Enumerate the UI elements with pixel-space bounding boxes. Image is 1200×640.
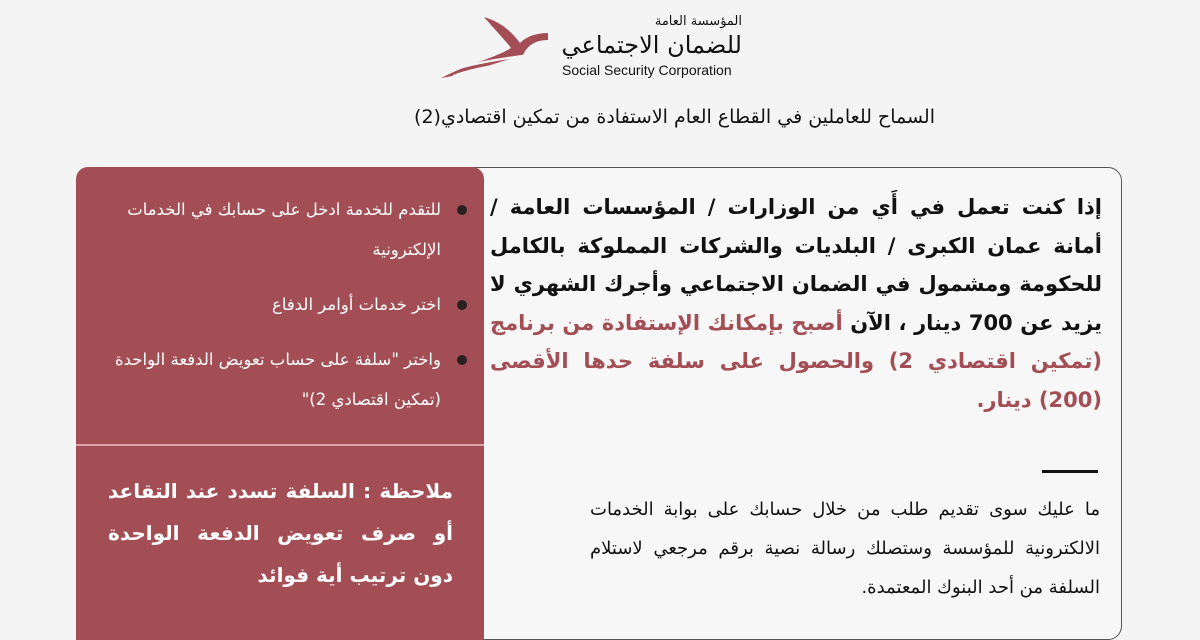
step-item bbox=[96, 285, 469, 325]
page-title: السماح للعاملين في القطاع العام الاستفادة من تمكين اقتصادي(2) bbox=[414, 106, 935, 128]
bullet-icon bbox=[457, 355, 467, 365]
application-instructions: ما عليك سوى تقديم طلب من خلال حسابك على بوابة الخدمات الالكترونية للمؤسسة وستصلك رسالة نصية برقم مرجعي لاستلام السلفة من أحد البنوك المعتمدة. bbox=[590, 499, 1100, 598]
eligibility-text-part1: إذا كنت تعمل في أَي من الوزارات / المؤسسات العامة / أمانة عمان الكبرى / البلديات والشركات المملوكة بالكامل للحكومة ومشمول في الضمان الاجتماعي وأجرك الشهري لا يزيد عن 700 دينار ، الآن bbox=[490, 195, 1102, 335]
logo-arabic-line1: المؤسسة العامة bbox=[654, 14, 742, 29]
eligibility-text-part2: أصبح بإمكانك الإستفادة من برنامج (تمكين اقتصادي 2) والحصول على سلفة حدها الأقصى (200) دينار. bbox=[490, 310, 1102, 412]
bullet-icon bbox=[457, 205, 467, 215]
steps-list bbox=[96, 190, 469, 435]
logo-english-name: Social Security Corporation bbox=[562, 62, 732, 78]
step-item bbox=[96, 190, 469, 270]
logo-arabic-line2: للضمان الاجتماعي bbox=[561, 31, 742, 59]
step-text: واختر "سلفة على حساب تعويض الدفعة الواحدة (تمكين اقتصادي 2)" bbox=[115, 350, 441, 409]
bullet-icon bbox=[457, 300, 467, 310]
step-text: اختر خدمات أوامر الدفاع bbox=[272, 295, 441, 314]
eligibility-text bbox=[490, 188, 1102, 419]
bird-wing-logo-icon bbox=[436, 12, 551, 80]
section-divider bbox=[1042, 470, 1098, 473]
panel-divider bbox=[76, 444, 484, 446]
logo bbox=[436, 12, 756, 84]
step-item bbox=[96, 340, 469, 420]
note-text: ملاحظة : السلفة تسدد عند التقاعد أو صرف تعويض الدفعة الواحدة دون ترتيب أية فوائد bbox=[108, 479, 453, 587]
step-text: للتقدم للخدمة ادخل على حسابك في الخدمات الإلكترونية bbox=[127, 200, 441, 259]
